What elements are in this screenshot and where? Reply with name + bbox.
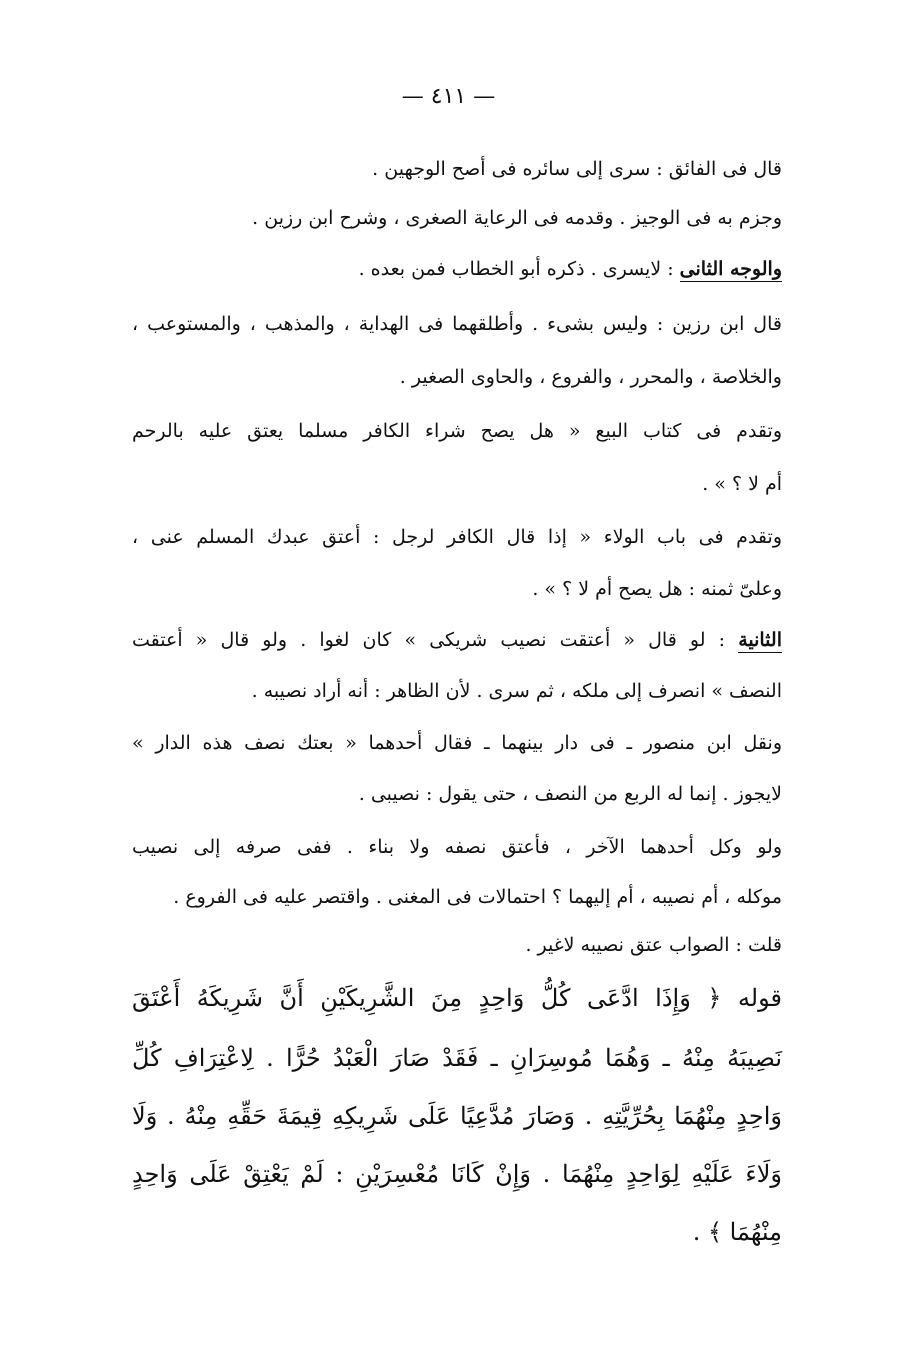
text-line: الثانية : لو قال « أعتقت نصيب شريكى » كان لغوا . ولو قال « أعتقت (132, 629, 782, 651)
text-line: قلت : الصواب عتق نصيبه لاغير . (525, 934, 782, 956)
text-line: وتقدم فى باب الولاء « إذا قال الكافر لرجل : أعتق عبدك المسلم عنى ، (132, 526, 782, 548)
matn-line: قوله ﴿ وَإِذَا ادَّعَى كُلُّ وَاحِدٍ مِنَ الشَّرِيكَيْنِ أَنَّ شَرِيكَهُ أَعْتَقَ (132, 984, 782, 1012)
matn-line: نَصِيبَهُ مِنْهُ ـ وَهُمَا مُوسِرَانِ ـ فَقَدْ صَارَ الْعَبْدُ حُرًّا . لِاعْتِرَافِ كُلِّ (132, 1044, 782, 1072)
text-line: والخلاصة ، والمحرر ، والفروع ، والحاوى الصغير . (399, 366, 782, 388)
matn-line: وَاحِدٍ مِنْهُمَا بِحُرِّيَّتِهِ . وَصَارَ مُدَّعِيًا عَلَى شَرِيكِهِ قِيمَةَ حَقِّهِ مِنْهُ . وَلَا (132, 1102, 782, 1130)
matn-line: مِنْهُمَا ﴾ . (692, 1218, 782, 1246)
text-line: وعلىّ ثمنه : هل يصح أم لا ؟ » . (532, 578, 782, 600)
text-line: قال ابن رزين : وليس بشىء . وأطلقهما فى الهداية ، والمذهب ، والمستوعب ، (132, 313, 782, 335)
matn-block (132, 970, 782, 1270)
text-line: والوجه الثانى : لايسرى . ذكره أبو الخطاب فمن بعده . (358, 258, 782, 280)
page-number: — ٤١١ — (401, 84, 496, 109)
text-line: لايجوز . إنما له الربع من النصف ، حتى يقول : نصيبى . (358, 783, 782, 805)
text-line: النصف » انصرف إلى ملكه ، ثم سرى . لأن الظاهر : أنه أراد نصيبه . (251, 680, 782, 702)
text-line: ولو وكل أحدهما الآخر ، فأعتق نصفه ولا بناء . ففى صرفه إلى نصيب (132, 836, 782, 858)
text-line: قال فى الفائق : سرى إلى سائره فى أصح الوجهين . (372, 158, 782, 180)
text-line: وتقدم فى كتاب البيع « هل يصح شراء الكافر مسلما يعتق عليه بالرحم (132, 420, 782, 442)
text-line: موكله ، أم نصيبه ، أم إليهما ؟ احتمالات فى المغنى . واقتصر عليه فى الفروع . (173, 886, 782, 908)
text-line: ونقل ابن منصور ـ فى دار بينهما ـ فقال أحدهما « بعتك نصف هذه الدار » (132, 732, 782, 754)
section-keyword: الثانية (738, 629, 782, 651)
section-keyword: والوجه الثانى (679, 258, 782, 280)
commentary-block (132, 152, 782, 962)
text-line: وجزم به فى الوجيز . وقدمه فى الرعاية الصغرى ، وشرح ابن رزين . (252, 207, 782, 229)
matn-line: وَلَاءَ عَلَيْهِ لِوَاحِدٍ مِنْهُمَا . وَإِنْ كَانَا مُعْسِرَيْنِ : لَمْ يَعْتِقْ عَلَى وَاحِدٍ (132, 1160, 782, 1188)
text-line: أم لا ؟ » . (702, 473, 782, 495)
